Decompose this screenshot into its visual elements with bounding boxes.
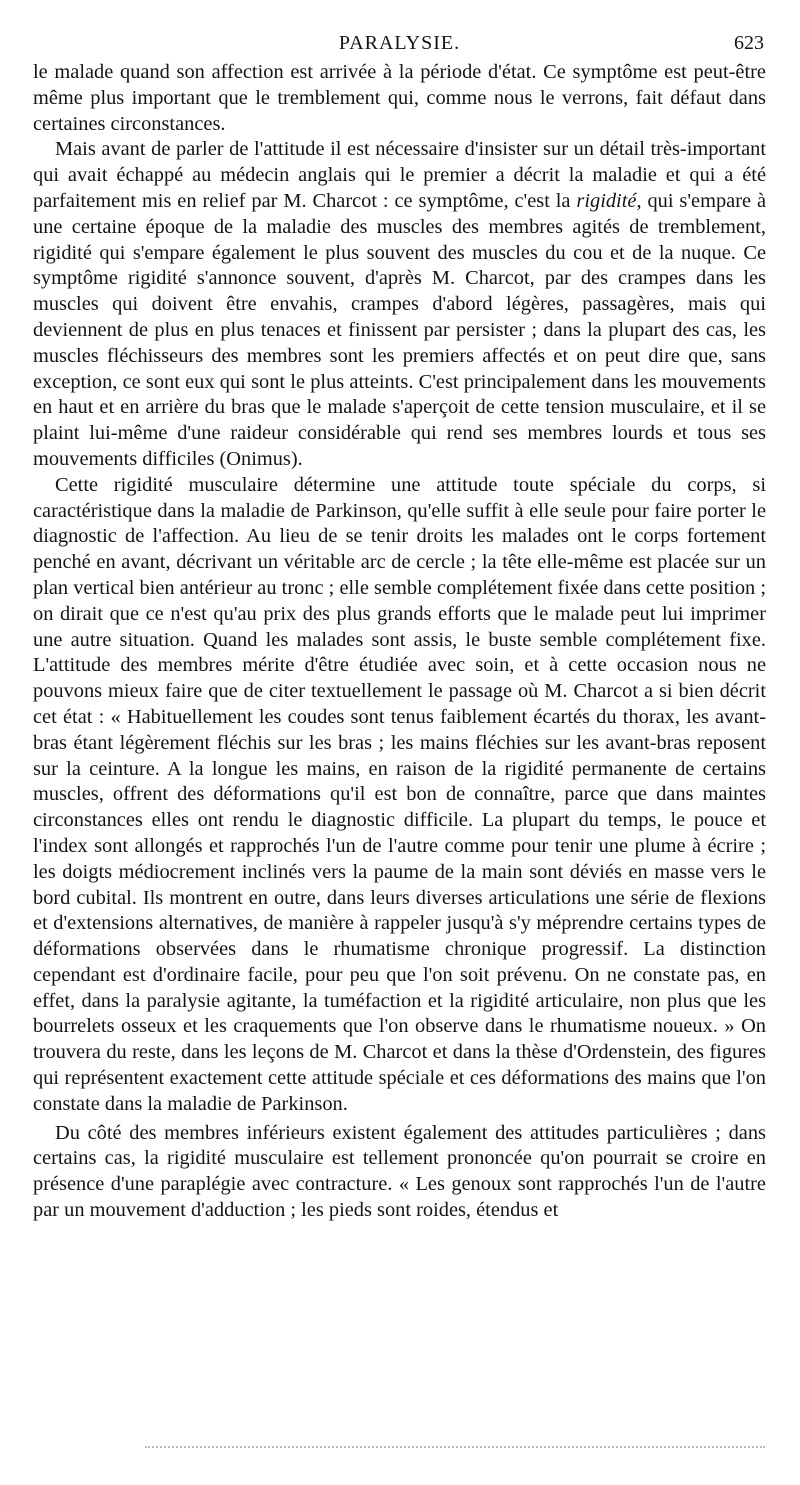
paragraph-continued: le malade quand son affection est arrivée à la période d'état. Ce symptôme est peut-être même plus important que le tremblement qui, comme nous le verrons, fait défaut dans certaines circonstances. [33, 61, 766, 135]
book-page [33, 30, 766, 1224]
emphasized-term: rigidité [576, 189, 637, 212]
footer-dotted-rule [145, 1446, 765, 1448]
body-text [33, 60, 766, 1224]
paragraph-text: , qui s'empare à une certaine époque de la maladie des muscles des membres agités de tremblement, rigidité qui s'empare également le plus souvent des muscles du cou et de la nuque. Ce symptôme rigidité s'annonce souvent, d'après M. Charcot, par des crampes dans les muscles qui doivent être envahis, crampes d'abord légères, passagères, mais qui deviennent de plus en plus tenaces et finissent par persister ; dans la plupart des cas, les muscles fléchisseurs des membres sont les premiers affectés et on peut dire que, sans exception, ce sont eux qui sont le plus atteints. C'est principalement dans les mouvements en haut et en arrière du bras que le malade s'aperçoit de cette tension musculaire, et il se plaint lui-même d'une raideur considérable qui rend ses membres lourds et tous ses mouvements difficiles (Onimus). [33, 189, 766, 470]
running-head [33, 30, 766, 60]
running-title: PARALYSIE. [338, 32, 461, 54]
paragraph-rigidity [33, 137, 766, 472]
paragraph-attitude: Cette rigidité musculaire détermine une attitude toute spéciale du corps, si caractéristique dans la maladie de Parkinson, qu'elle suffit à elle seule pour faire porter le diagnostic de l'affection. Au lieu de se tenir droits les malades ont le corps fortement penché en avant, décrivant un véritable arc de cercle ; la tête elle-même est placée sur un plan vertical bien antérieur au tronc ; elle semble complétement fixée dans cette position ; on dirait que ce n'est qu'au prix des plus grands efforts que le malade peut lui imprimer une autre situation. Quand les malades sont assis, le buste semble complétement fixe. L'attitude des membres mérite d'être étudiée avec soin, et à cette occasion nous ne pouvons mieux faire que de citer textuellement le passage où M. Charcot a si bien décrit cet état : « Habituellement les coudes sont tenus faiblement écartés du thorax, les avant-bras étant légèrement fléchis sur les bras ; les mains fléchies sur les avant-bras reposent sur la ceinture. A la longue les mains, en raison de la rigidité permanente de certains muscles, offrent des déformations qu'il est bon de connaître, parce que dans maintes circonstances elles ont rendu le diagnostic difficile. La plupart du temps, le pouce et l'index sont allongés et rapprochés l'un de l'autre comme pour tenir une plume à écrire ; les doigts médiocrement inclinés vers la paume de la main sont déviés en masse vers le bord cubital. Ils montrent en outre, dans leurs diverses articulations une série de flexions et d'extensions alternatives, de manière à rappeler jusqu'à s'y méprendre certains types de déformations observées dans le rhumatisme chronique progressif. La distinction cependant est d'ordinaire facile, pour peu que l'on soit prévenu. On ne constate pas, en effet, dans la paralysie agitante, la tuméfaction et la rigidité articulaire, non plus que les bourrelets osseux et les craquements que l'on observe dans le rhumatisme noueux. » On trouvera du reste, dans les leçons de M. Charcot et dans la thèse d'Ordenstein, des figures qui représentent exactement cette attitude spéciale et ces déformations des mains que l'on constate dans la maladie de Parkinson. [33, 473, 766, 1115]
paragraph-lower-limbs: Du côté des membres inférieurs existent également des attitudes particulières ; dans certains cas, la rigidité musculaire est tellement prononcée qu'on pourrait se croire en présence d'une paraplégie avec contracture. « Les genoux sont rapprochés l'un de l'autre par un mouvement d'adduction ; les pieds sont roides, étendus et [33, 1121, 766, 1222]
paragraph-text: Mais avant de parler de l'attitude il est nécessaire d'insister sur un détail très-important qui avait échappé au médecin anglais qui le premier a décrit la maladie et qui a été parfaitement mis en relief par M. Charcot : ce symptôme, c'est la [33, 138, 766, 212]
page-number: 623 [734, 32, 764, 54]
